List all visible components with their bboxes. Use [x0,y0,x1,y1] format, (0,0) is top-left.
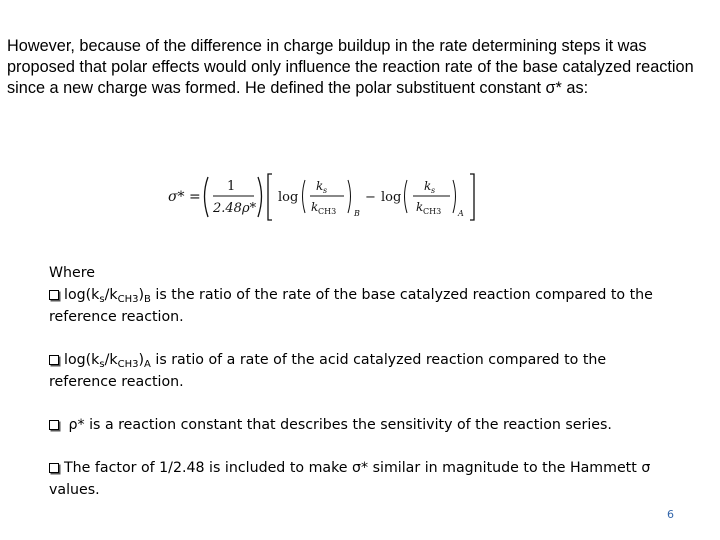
formula-sub-a: A [458,209,464,218]
formula-k-num-2: k [424,179,432,193]
checkbox-bullet-icon [49,355,59,365]
where-label: Where [49,265,95,281]
formula-minus: − [365,190,376,205]
svg-text:CH3: CH3 [423,207,442,216]
formula-lhs: σ* = [168,189,201,205]
formula-sub-b: B [354,209,360,218]
list-item-base-ratio: $\log(k_s/k_{CH3})_B$ is the ratio of the rate of the base catalyzed reaction compared to the reference reaction. [49,287,653,325]
formula-k-den-2: k [416,200,424,214]
checkbox-bullet-icon [49,463,59,473]
formula-log-2: log [381,190,402,205]
checkbox-bullet-icon [49,290,59,300]
svg-text:CH3: CH3 [318,207,337,216]
svg-text:s: s [323,186,328,195]
formula-k-den-1: k [311,200,319,214]
formula-k-num-1: k [316,179,324,193]
svg-text:s: s [431,186,436,195]
checkbox-bullet-icon [49,420,59,430]
list-item-factor: The factor of 1/2.48 is included to make σ* similar in magnitude to the Hammett σ values. [49,460,651,498]
formula-numerator: 1 [227,179,236,194]
list-item-rho-star: ρ* is a reaction constant that describes the sensitivity of the reaction series. [49,414,669,436]
list-item-acid-ratio: $\log(k_s/k_{CH3})_A$ is ratio of a rate of the acid catalyzed reaction compared to the reference reaction. [49,352,607,390]
definitions-list [49,262,669,501]
formula-log-1: log [278,190,299,205]
page-number: 6 [667,508,674,521]
formula-denominator: 2.48ρ* [213,201,257,216]
sigma-star-formula [168,171,480,223]
intro-paragraph: However, because of the difference in charge buildup in the rate determining steps it was proposed that polar effects would only influence the reaction rate of the base catalyzed reaction since a new charge was formed. He defined the polar substituent constant σ* as: [7,37,694,97]
